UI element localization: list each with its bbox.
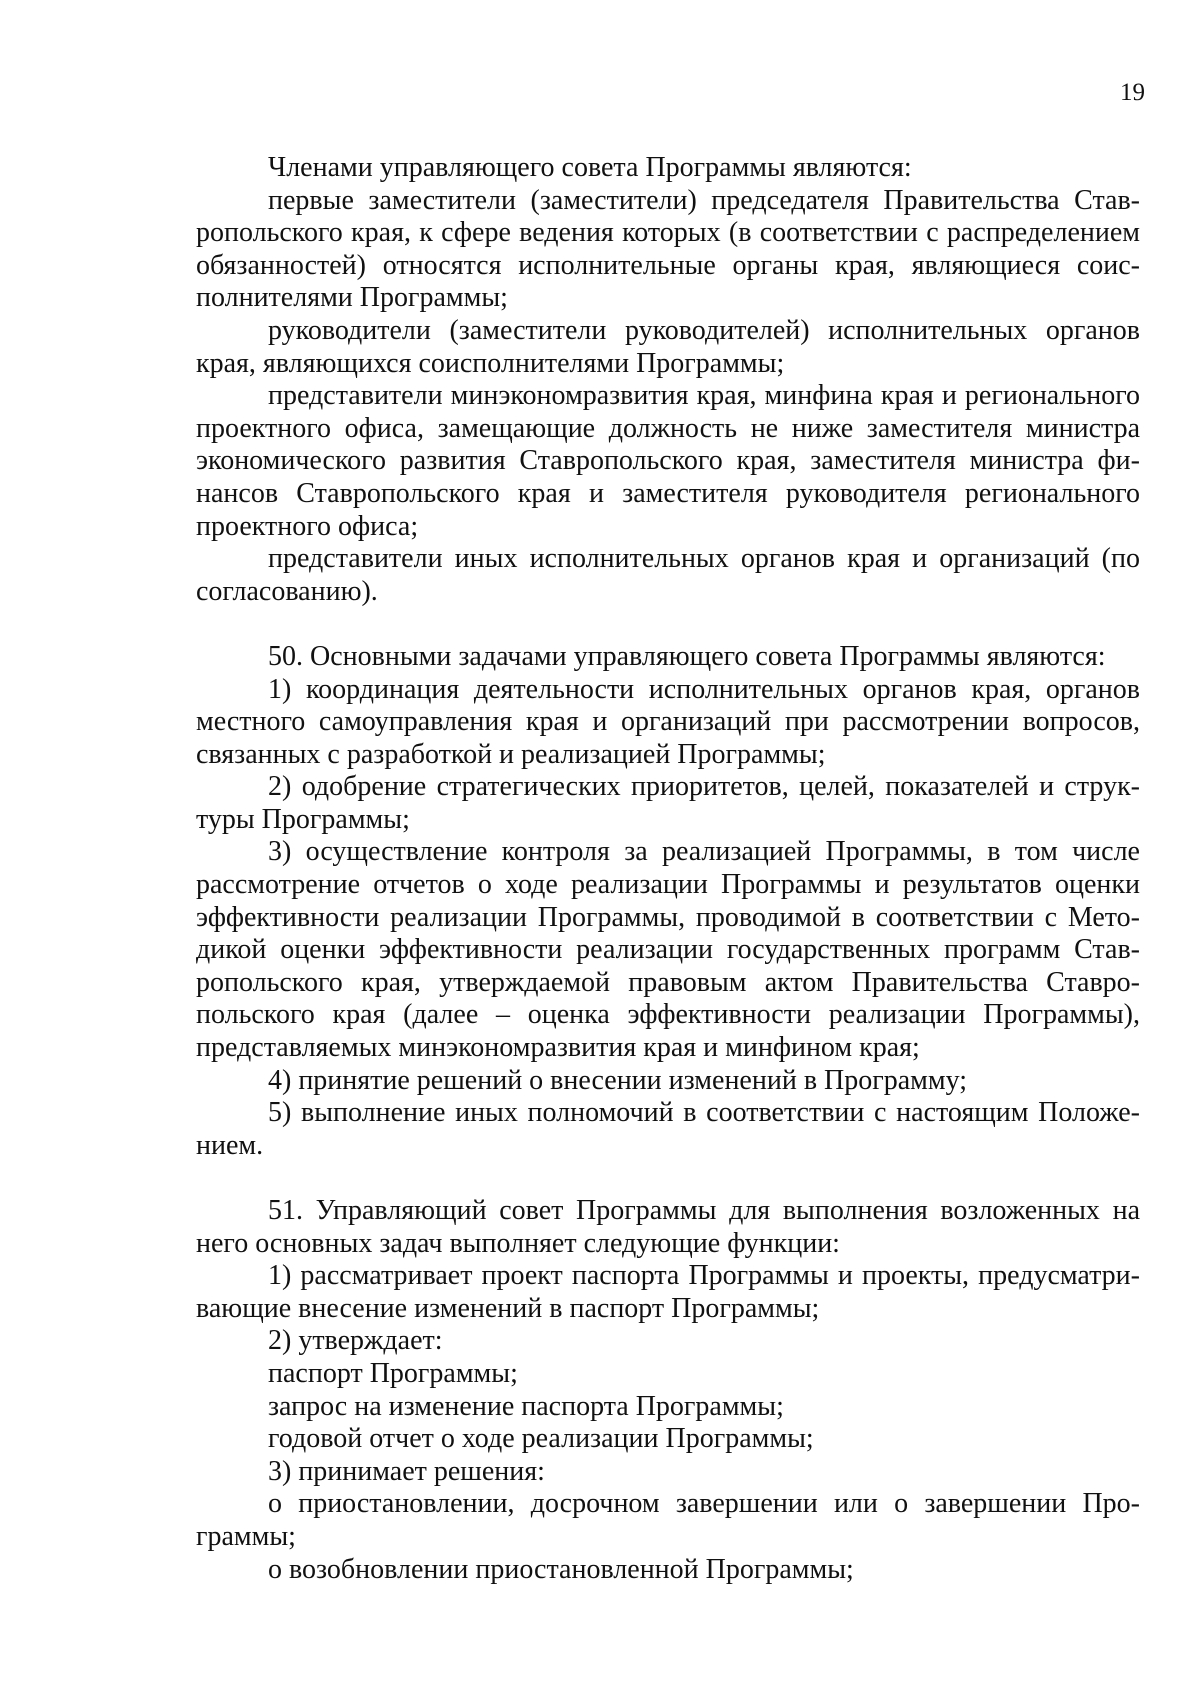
paragraph: 1) координация деятельности исполнительных органов края, органов местного самоуправления края и организаций при рассмотрении вопросов, связанных с разработкой и реализацией Программы; [196,673,1140,770]
paragraph: 3) принимает решения: [268,1455,545,1487]
paragraph: представители иных исполнительных органов края и организаций (по согласованию). [196,543,1140,607]
section-51-heading: 51. Управляющий совет Программы для выполнения возложенных на него основных задач выполняет следующие функции: [196,1195,1140,1259]
paragraph: руководители (заместители руководителей) исполнительных органов края, являющихся соисполнителями Программы; [196,314,1140,379]
paragraph: о приостановлении, досрочном завершении или о завершении Программы; [196,1488,1140,1552]
paragraph: 3) осуществление контроля за реализацией Программы, в том числе рассмотрение отчетов о ходе реализации Программы и результатов оценки эффективности реализации Программы, проводимой в соответствии с Методикой оценки эффективности реализации государственных программ Ставропольского края, утверждаемой правовым актом Правительства Ставропольского края (далее – оценка эффективности реализации Программы), представляемых минэкономразвития края и минфином края; [196,836,1140,1064]
document-body [196,152,1140,1586]
paragraph: представители минэкономразвития края, минфина края и регионального проектного офиса, замещающие должность не ниже заместителя министра экономического развития Ставропольского края, заместителя министра финансов Ставропольского края и заместителя руководителя регионального проектного офиса; [196,380,1140,542]
paragraph: 2) утверждает: [268,1325,443,1357]
paragraph: паспорт Программы; [268,1357,518,1389]
paragraph: годовой отчет о ходе реализации Программы; [268,1423,814,1455]
paragraph: 1) рассматривает проект паспорта Программы и проекты, предусматривающие внесение изменений в паспорт Программы; [196,1260,1140,1324]
paragraph: запрос на изменение паспорта Программы; [268,1390,784,1422]
paragraph: первые заместители (заместители) председателя Правительства Ставропольского края, к сфере ведения которых (в соответствии с распределением обязанностей) относятся исполнительные органы края, являющиеся соисполнителями Программы; [196,184,1140,314]
page-number: 19 [1120,79,1145,106]
paragraph: о возобновлении приостановленной Программы; [268,1553,854,1585]
paragraph: Членами управляющего совета Программы являются: [268,152,912,183]
paragraph: 2) одобрение стратегических приоритетов, целей, показателей и структуры Программы; [196,771,1140,835]
section-50-heading: 50. Основными задачами управляющего совета Программы являются: [268,640,1106,672]
paragraph: 5) выполнение иных полномочий в соответствии с настоящим Положением. [196,1097,1140,1161]
paragraph: 4) принятие решений о внесении изменений в Программу; [268,1064,968,1096]
